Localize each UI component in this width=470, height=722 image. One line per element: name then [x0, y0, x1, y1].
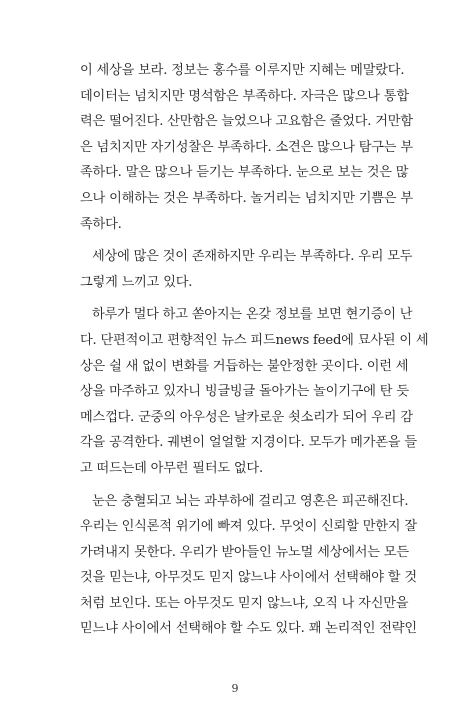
- text-line: 눈은 충혈되고 뇌는 과부하에 걸리고 영혼은 피곤해진다.: [92, 493, 409, 509]
- text-line: 으나 이해하는 것은 부족하다. 놀거리는 넘치지만 기쁨은 부: [80, 190, 413, 206]
- page-number: 9: [231, 682, 239, 695]
- text-line: 고 떠드는데 아무런 필터도 없다.: [80, 460, 263, 476]
- text-line: 가려내지 못한다. 우리가 받아들인 뉴노멀 세상에서는 모든: [80, 544, 409, 560]
- paragraph-1: [80, 58, 413, 237]
- text-line: 족하다.: [80, 216, 122, 232]
- text-line: 은 넘치지만 자기성찰은 부족하다. 소견은 많으나 탐구는 부: [80, 139, 413, 155]
- text-line: 이 세상을 보라. 정보는 홍수를 이루지만 지혜는 메말랐다.: [80, 63, 405, 78]
- text-line: 세상에 많은 것이 존재하지만 우리는 부족하다. 우리 모두: [92, 249, 413, 265]
- text-line: 그렇게 느끼고 있다.: [80, 274, 193, 290]
- text-line: 족하다. 말은 많으나 듣기는 부족하다. 눈으로 보는 것은 많: [80, 165, 409, 181]
- paragraph-2: [80, 244, 413, 295]
- text-line: 상은 쉴 새 없이 변화를 거듭하는 불안정한 곳이다. 이런 세: [80, 358, 409, 374]
- text-line: 상을 마주하고 있자니 빙글빙글 돌아가는 놀이기구에 탄 듯: [80, 384, 409, 400]
- text-line: 우리는 인식론적 위기에 빠져 있다. 무엇이 신뢰할 만한지 잘: [80, 519, 417, 535]
- text-line: 데이터는 넘치지만 명석함은 부족하다. 자극은 많으나 통합: [80, 88, 409, 104]
- text-line: 다. 단편적이고 편향적인 뉴스 피드news feed에 묘사된 이 세: [80, 332, 429, 348]
- paragraph-3: [80, 302, 429, 481]
- text-line: 각을 공격한다. 궤변이 얼얼할 지경이다. 모두가 메가폰을 들: [80, 435, 417, 451]
- text-line: 력은 떨어진다. 산만함은 늘었으나 고요함은 줄었다. 거만함: [80, 114, 413, 130]
- body-text: [80, 58, 429, 649]
- text-line: 메스껍다. 군중의 아우성은 날카로운 쇳소리가 되어 우리 감: [80, 409, 413, 425]
- paragraph-4: [80, 489, 417, 643]
- text-line: 것을 믿는냐, 아무것도 믿지 않느냐 사이에서 선택해야 할 것: [80, 570, 417, 586]
- text-line: 믿느냐 사이에서 선택해야 할 수도 있다. 꽤 논리적인 전략인: [80, 621, 417, 637]
- text-line: 처럼 보인다. 또는 아무것도 믿지 않느냐, 오직 나 자신만을: [80, 595, 409, 611]
- text-line: 하루가 멀다 하고 쏟아지는 온갖 정보를 보면 현기증이 난: [92, 307, 413, 323]
